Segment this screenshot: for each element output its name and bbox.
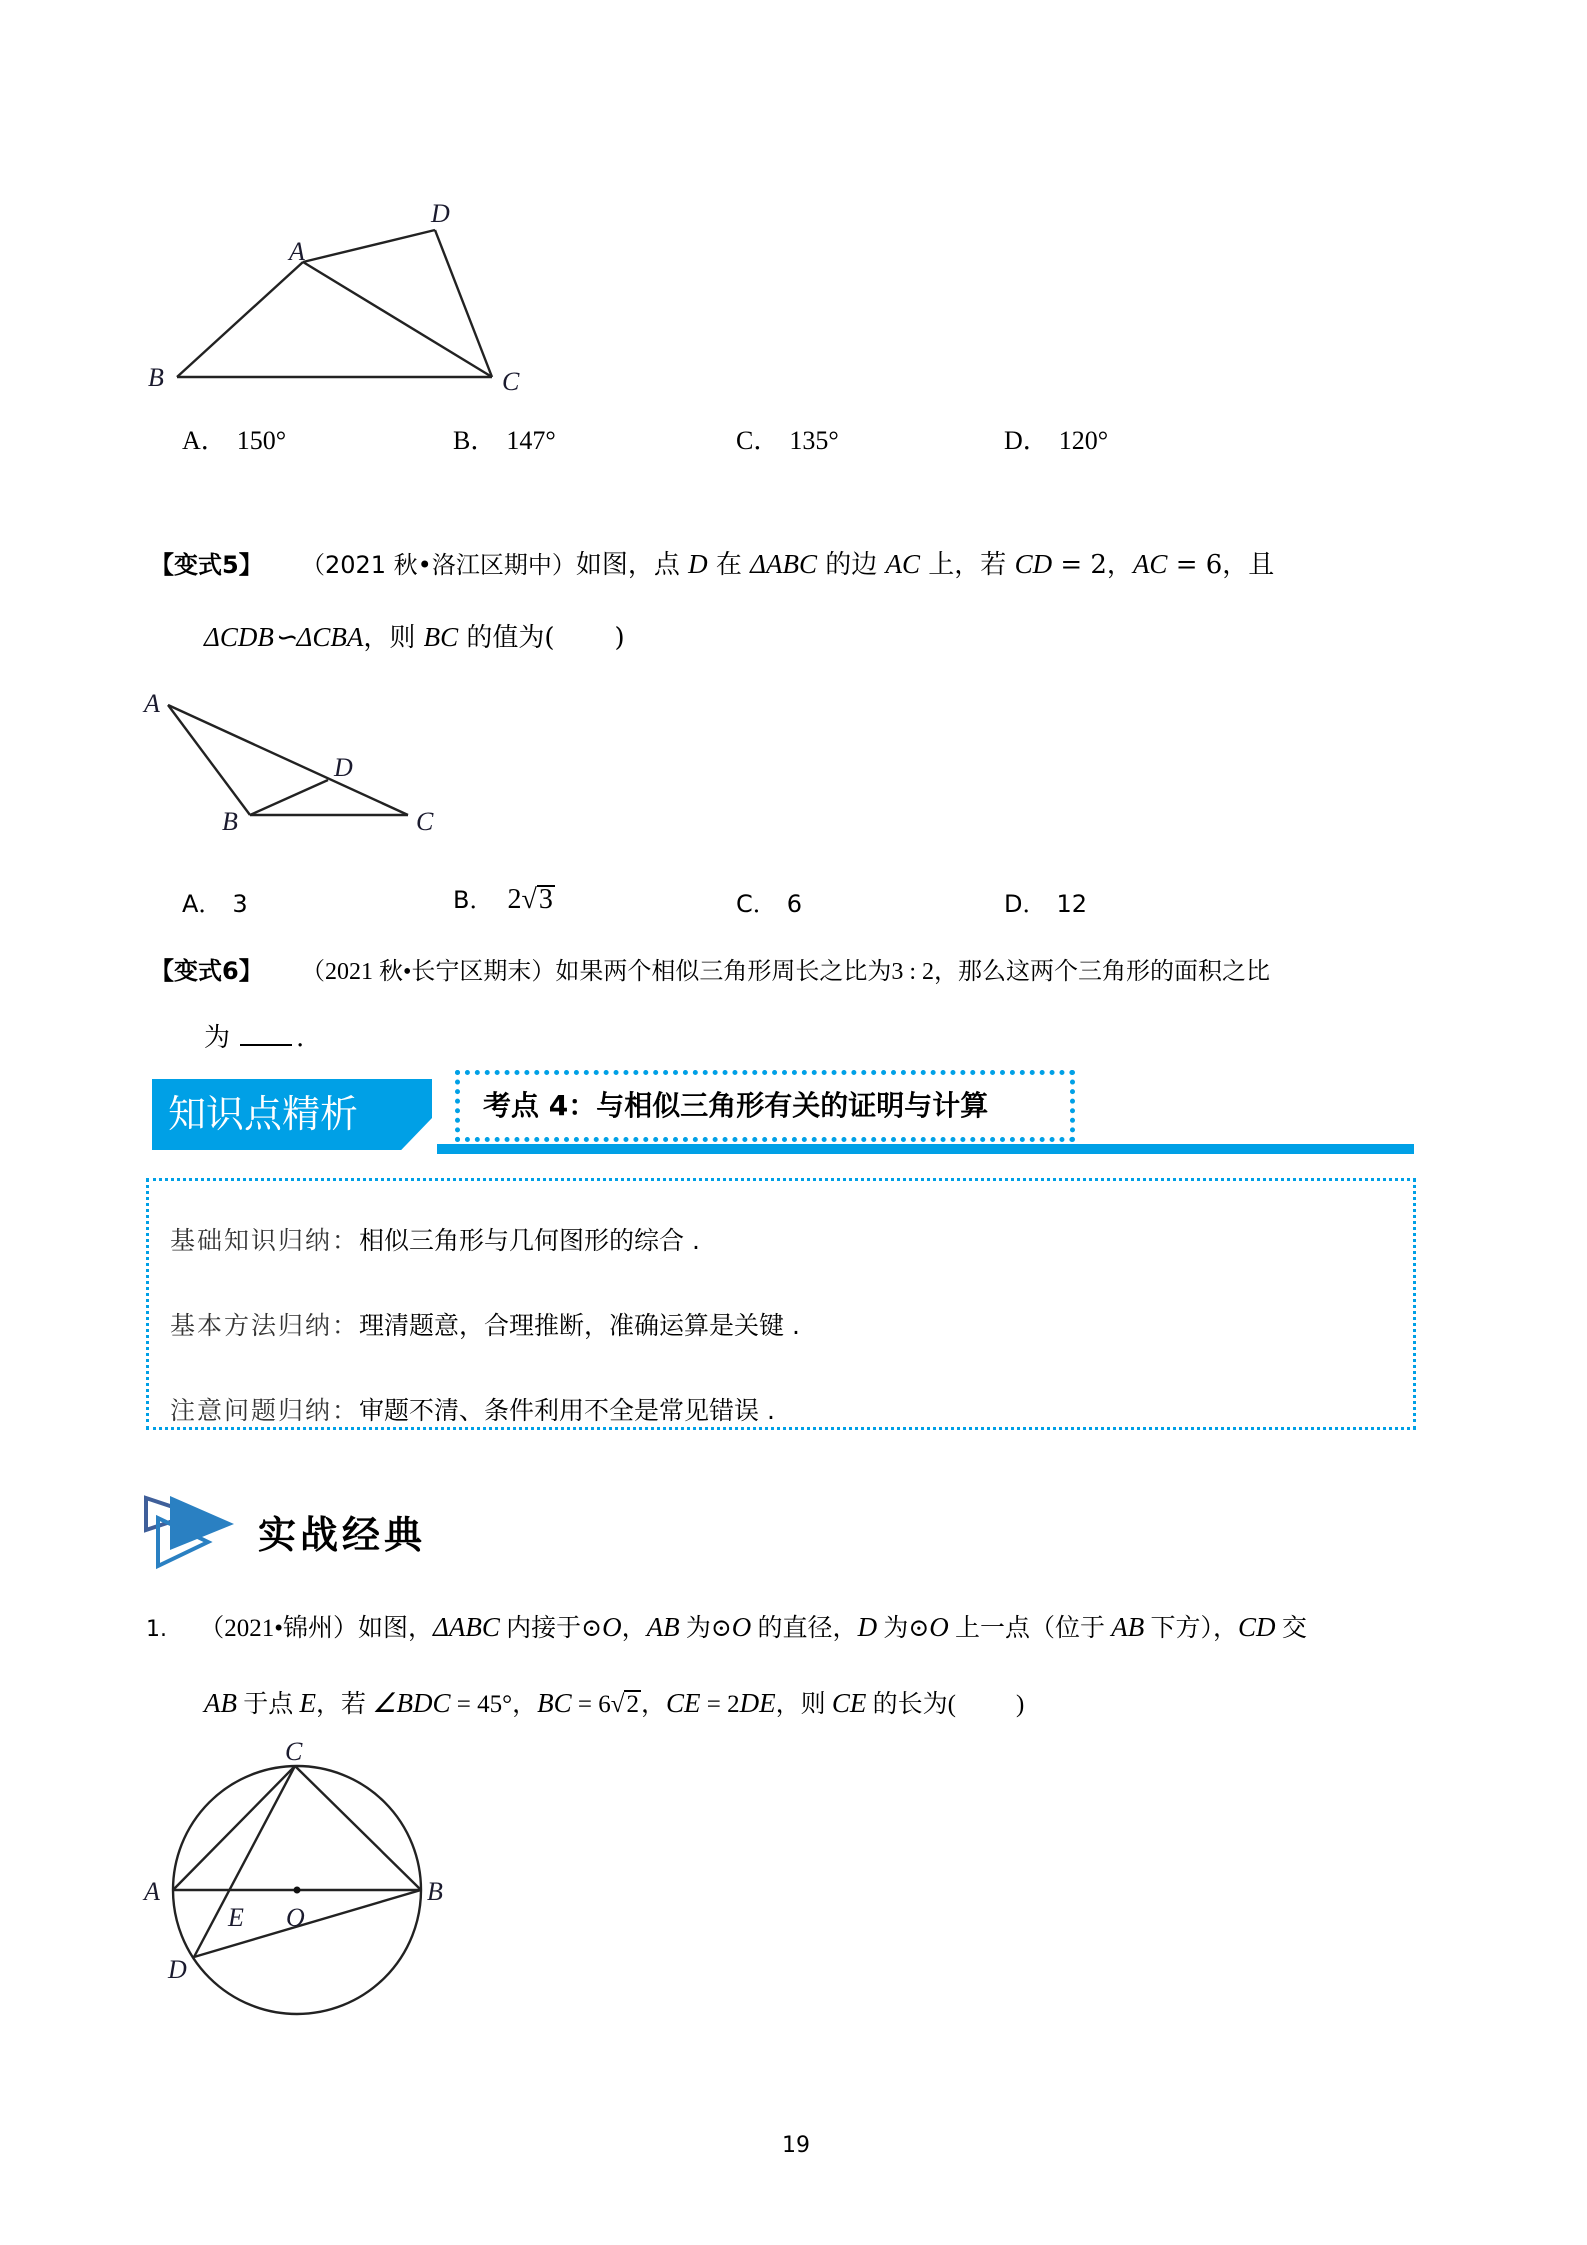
segment-ab [168, 705, 250, 815]
point-label-d: D [431, 199, 450, 228]
text-run: 的直径， [751, 1615, 858, 1642]
math-expression: O [731, 1612, 752, 1642]
variant6-line2 [204, 1020, 304, 1055]
play-triangles-icon [144, 1494, 240, 1574]
q1-line2: AB 于点 E，若 ∠BDC = 45°，BC = 6√2，CE = 2DE，则 CE 的长为( ) [204, 1688, 1025, 1718]
text-run: = 2， [1052, 550, 1133, 580]
option-letter: D． [1004, 426, 1049, 455]
option-letter: C． [736, 890, 777, 918]
segment-ad [303, 230, 435, 262]
point-label-a: A [144, 1877, 160, 1906]
math-line [576, 550, 1274, 580]
text-run: 如图，点 [575, 550, 689, 580]
math-expression: BC [537, 1688, 572, 1718]
math-expression: AC [1132, 549, 1168, 579]
option-b[interactable] [453, 420, 556, 457]
question-source: （2021•锦州） [199, 1615, 359, 1642]
variant-tag: 【变式5】 [150, 551, 263, 579]
knowledge-item [170, 1309, 800, 1343]
point-label-d: D [168, 1955, 187, 1984]
knowledge-value: 理清题意，合理推断，准确运算是关键 . [359, 1311, 800, 1340]
segment-bc [295, 1766, 421, 1890]
option-value: 147° [506, 426, 556, 455]
variant6-line1 [150, 954, 1270, 989]
text-run: 交 [1275, 1615, 1307, 1642]
segment-ac [303, 262, 492, 377]
option-value-radicand: 3 [538, 884, 553, 915]
math-line [640, 1688, 956, 1718]
text-run: 的值为( [458, 623, 555, 653]
math-expression: ΔCDB∽ΔCBA [204, 622, 364, 652]
point-label-e: E [228, 1903, 244, 1932]
math-expression: AC [885, 549, 921, 579]
math-expression: ΔABC [433, 1612, 500, 1642]
practice-title: 实战经典 [258, 1512, 427, 1557]
variant5-line2 [204, 620, 625, 655]
text-run: ，则 [363, 623, 424, 653]
math-line [358, 1612, 1307, 1642]
segment-ab [177, 262, 303, 377]
option-value: 12 [1056, 890, 1088, 918]
knowledge-key: 基础知识归纳： [170, 1226, 360, 1255]
option-letter: A． [182, 426, 227, 455]
option-b[interactable]: B． 2√3 [453, 884, 553, 915]
section-label: 知识点精析 [168, 1092, 359, 1136]
knowledge-key: 基本方法归纳： [170, 1311, 360, 1340]
text-run: 如图， [358, 1615, 434, 1642]
point-label-a: A [144, 689, 160, 718]
point-label-c: C [285, 1737, 303, 1766]
math-expression: AB [1111, 1612, 1145, 1642]
option-d[interactable] [1004, 420, 1108, 457]
variant-tag: 【变式6】 [150, 957, 263, 985]
text-run: ，则 [775, 1691, 832, 1718]
option-value: 150° [236, 426, 287, 455]
text-run: ， [621, 1615, 647, 1642]
point-label-c: C [416, 807, 434, 836]
point-label-d: D [334, 753, 353, 782]
question-text: 如果两个相似三角形周长之比为3 : 2，那么这两个三角形的面积之比 [555, 959, 1271, 985]
text-run: 下方）， [1144, 1615, 1239, 1642]
figure-circle-o [142, 1737, 443, 2014]
point-label-c: C [502, 367, 520, 396]
math-expression: CE [665, 1688, 701, 1718]
text-run: ， [640, 1691, 666, 1718]
point-label-b: B [427, 1877, 443, 1906]
math-expression: O [929, 1612, 949, 1642]
topic-underline-bar [437, 1144, 1414, 1154]
option-a[interactable] [182, 420, 286, 457]
variant5-line1 [150, 547, 1274, 582]
option-value: 135° [789, 426, 839, 455]
center-point-o [294, 1887, 301, 1894]
text-run: = 2 [700, 1691, 740, 1718]
math-expression: CD [1014, 549, 1053, 579]
text-run: 内接于⊙ [499, 1615, 603, 1642]
option-value: 120° [1058, 426, 1109, 455]
q1-line1 [146, 1610, 1307, 1647]
option-letter: D． [1004, 890, 1047, 918]
option-c[interactable] [736, 884, 802, 919]
question-text: 为 [204, 1023, 231, 1053]
math-expression: D [857, 1612, 878, 1642]
knowledge-item [170, 1394, 775, 1428]
math-line [204, 1688, 611, 1718]
math-expression: AB [204, 1688, 237, 1718]
math-expression: CE [831, 1688, 867, 1718]
segment-ac [173, 1766, 295, 1890]
option-value: 3 [232, 890, 248, 918]
text-run: 上，若 [920, 550, 1015, 580]
option-letter: C． [736, 426, 780, 455]
radicand: 2 [626, 1691, 639, 1718]
text-run: 于点 [237, 1691, 300, 1718]
figure-triangle-abc-d [142, 689, 434, 836]
point-label-a: A [289, 237, 305, 266]
math-line [204, 623, 555, 653]
question-source: （2021 秋•洛江区期中） [300, 551, 576, 579]
close-paren: ) [614, 623, 625, 653]
math-expression: AB [646, 1612, 680, 1642]
segment-bd [250, 780, 328, 815]
option-d[interactable] [1004, 884, 1087, 919]
text-run: = 6 [571, 1691, 611, 1718]
math-expression: D [688, 549, 708, 579]
answer-blank[interactable] [240, 1020, 292, 1046]
math-expression: O [602, 1612, 622, 1642]
question-number: 1. [146, 1617, 167, 1642]
math-expression: DE [739, 1688, 776, 1718]
knowledge-value: 相似三角形与几何图形的综合 . [359, 1226, 700, 1255]
knowledge-key: 注意问题归纳： [170, 1396, 360, 1425]
point-label-b: B [222, 807, 238, 836]
text-run: 的边 [816, 550, 886, 580]
close-paren: ) [1015, 1691, 1025, 1718]
segment-dc [435, 230, 492, 377]
text-run: 的长为( [866, 1691, 956, 1718]
math-expression: ΔABC [750, 549, 817, 579]
option-value: 6 [786, 890, 803, 918]
figure1-lines [148, 199, 520, 396]
text-run: 在 [707, 550, 751, 580]
option-letter: B． [453, 886, 494, 914]
text-run: = 6，且 [1167, 550, 1275, 580]
option-value-coefficient: 2 [507, 884, 522, 915]
option-letter: A． [182, 890, 223, 918]
page-number: 19 [782, 2133, 810, 2158]
text-run: = 45°， [450, 1691, 538, 1718]
text-run: 为⊙ [877, 1615, 930, 1642]
question-source: （2021 秋•长宁区期末） [300, 959, 556, 985]
text-run: 上一点（位于 [948, 1615, 1112, 1642]
math-expression: BC [423, 622, 459, 652]
option-c[interactable] [736, 420, 839, 457]
knowledge-summary-box [146, 1178, 1416, 1430]
knowledge-item [170, 1224, 700, 1258]
period: . [296, 1023, 305, 1053]
text-run: 为⊙ [679, 1615, 732, 1642]
point-label-b: B [148, 363, 164, 392]
topic-title: 考点 4：与相似三角形有关的证明与计算 [483, 1089, 989, 1122]
math-expression: ∠BDC [372, 1688, 451, 1718]
option-a[interactable] [182, 884, 248, 919]
point-label-o: O [286, 1903, 305, 1932]
knowledge-value: 审题不清、条件利用不全是常见错误 . [359, 1396, 775, 1425]
math-expression: E [299, 1688, 317, 1718]
math-expression: CD [1238, 1612, 1276, 1642]
segment-cd [194, 1766, 295, 1957]
text-run: ，若 [316, 1691, 373, 1718]
option-letter: B． [453, 426, 497, 455]
